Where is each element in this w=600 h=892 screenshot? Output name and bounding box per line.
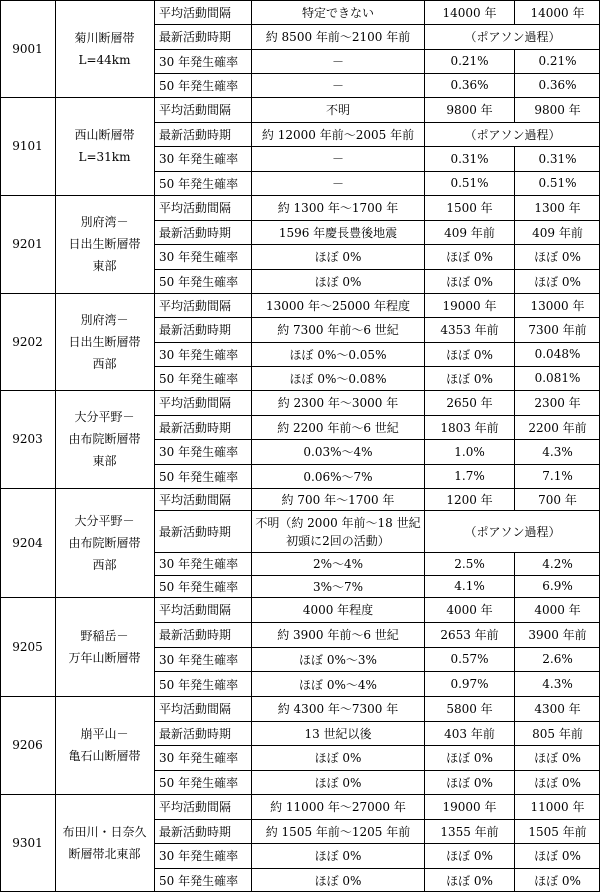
row-latest — [154, 220, 600, 245]
row-latest — [154, 510, 600, 552]
fault-id: 9201 — [0, 195, 56, 293]
fault-id: 9204 — [0, 488, 56, 597]
value-cell: ほぼ 0% — [252, 771, 425, 795]
value-cell: 0.21% — [425, 50, 515, 73]
value-cell: ほぼ 0% — [425, 771, 515, 795]
value-cell: 2.5% — [425, 553, 515, 574]
value-cell: ほぼ 0% — [425, 869, 515, 892]
value-line: 不明（約 2000 年前～18 世紀 — [255, 515, 421, 530]
item-label: 平均活動間隔 — [154, 488, 252, 510]
value-cell: 4000 年程度 — [252, 597, 425, 622]
value-cell: 特定できない — [252, 0, 425, 24]
row-prob-30 — [154, 843, 600, 868]
value-cell: 4.3% — [542, 444, 573, 459]
fault-name-line: 日出生断層帯 — [68, 237, 141, 251]
item-label: 30 年発生確率 — [154, 343, 252, 366]
item-label: 50 年発生確率 — [154, 672, 252, 696]
fault-group — [0, 0, 600, 97]
value-cell: － — [252, 50, 425, 73]
fault-id: 9101 — [0, 97, 56, 195]
value-cell: 409 年前 — [425, 221, 515, 245]
fault-name-line: 野稲岳－ — [80, 628, 129, 643]
value-cell: ほぼ 0% — [425, 746, 515, 770]
item-label: 平均活動間隔 — [154, 597, 252, 622]
row-interval — [154, 794, 600, 819]
fault-group — [0, 293, 600, 390]
item-label: 平均活動間隔 — [154, 97, 252, 122]
value-cell: 3%～7% — [252, 576, 425, 597]
row-interval — [154, 97, 600, 122]
value-cell: ほぼ 0% — [425, 367, 515, 390]
item-label: 30 年発生確率 — [154, 648, 252, 672]
value-cell: 1505 年前 — [528, 824, 587, 839]
value-cell: ほぼ 0%～0.08% — [252, 367, 425, 390]
value-cell: 2653 年前 — [425, 623, 515, 647]
value-cell: 0.06%～7% — [252, 465, 425, 489]
row-interval — [154, 195, 600, 220]
value-cell: ほぼ 0%～0.05% — [252, 343, 425, 366]
value-cell: 14000 年 — [530, 5, 585, 20]
fault-name — [55, 293, 155, 390]
value-cell: 13000 年 — [530, 298, 585, 313]
fault-name — [55, 794, 155, 892]
item-label: 平均活動間隔 — [154, 696, 252, 721]
fault-name-line: 東部 — [92, 259, 117, 273]
value-cell: 6.9% — [542, 579, 573, 594]
group-divider — [0, 97, 600, 98]
row-latest — [154, 415, 600, 440]
fault-name-line: 大分平野－ — [74, 513, 135, 528]
fault-name-line: 西部 — [92, 356, 117, 371]
fault-id: 9202 — [0, 293, 56, 390]
item-label: 50 年発生確率 — [154, 465, 252, 489]
value-cell: ほぼ 0% — [534, 250, 581, 265]
item-label: 30 年発生確率 — [154, 440, 252, 464]
value-cell: － — [252, 74, 425, 97]
value-cell: ほぼ 0% — [252, 746, 425, 770]
item-label: 50 年発生確率 — [154, 270, 252, 294]
fault-name-line: 日出生断層帯 — [68, 334, 141, 349]
row-prob-30 — [154, 439, 600, 464]
value-cell: 4.3% — [542, 677, 573, 692]
fault-id: 9301 — [0, 794, 56, 892]
value-cell: 約 2200 年前～6 世紀 — [252, 416, 425, 440]
group-divider — [0, 794, 600, 795]
value-cell: 2650 年 — [425, 390, 515, 415]
group-divider — [0, 293, 600, 294]
poisson-note: （ポアソン過程） — [464, 525, 561, 540]
value-cell: 約 7300 年前～6 世紀 — [252, 318, 425, 341]
value-cell: 1.0% — [425, 440, 515, 464]
fault-name-line: 崩平山－ — [80, 727, 129, 741]
item-label: 30 年発生確率 — [154, 746, 252, 770]
value-cell: ほぼ 0% — [534, 873, 581, 888]
row-prob-50 — [154, 366, 600, 390]
fault-group — [0, 195, 600, 293]
value-cell: 0.21% — [538, 54, 577, 69]
item-label: 平均活動間隔 — [154, 0, 252, 24]
item-label: 30 年発生確率 — [154, 553, 252, 574]
value-cell: ほぼ 0% — [425, 245, 515, 269]
item-label: 最新活動時期 — [154, 318, 252, 341]
row-prob-50 — [154, 770, 600, 795]
value-cell: 409 年前 — [532, 225, 583, 240]
value-cell: ほぼ 0% — [252, 245, 425, 269]
value-cell: ほぼ 0% — [425, 270, 515, 294]
row-prob-30 — [154, 745, 600, 770]
row-latest — [154, 819, 600, 844]
value-cell: 0.048% — [534, 347, 581, 362]
item-label: 平均活動間隔 — [154, 794, 252, 819]
value-cell: ほぼ 0% — [534, 775, 581, 790]
item-label: 最新活動時期 — [154, 722, 252, 746]
fault-name-line: L=31km — [78, 150, 131, 164]
row-prob-50 — [154, 868, 600, 892]
item-label: 30 年発生確率 — [154, 245, 252, 269]
row-prob-50 — [154, 671, 600, 696]
row-latest — [154, 622, 600, 647]
value-cell: 4353 年前 — [425, 318, 515, 341]
row-interval — [154, 293, 600, 317]
value-cell: 約 12000 年前～2005 年前 — [252, 123, 425, 147]
value-cell: 0.57% — [425, 648, 515, 672]
fault-group — [0, 488, 600, 597]
item-label: 最新活動時期 — [154, 623, 252, 647]
fault-name-line: 布田川・日奈久 — [62, 825, 147, 839]
value-cell: 4.2% — [542, 556, 573, 571]
value-cell: 9800 年 — [425, 97, 515, 122]
row-prob-50 — [154, 575, 600, 597]
value-cell: 0.31% — [538, 151, 577, 166]
poisson-note: （ポアソン過程） — [464, 127, 561, 142]
fault-name-line: 万年山断層帯 — [68, 650, 141, 665]
row-prob-30 — [154, 552, 600, 574]
value-line: 初頭に2回の活動） — [286, 533, 390, 548]
value-cell: 0.51% — [425, 172, 515, 196]
value-cell: 約 3900 年前～6 世紀 — [252, 623, 425, 647]
row-prob-30 — [154, 342, 600, 366]
value-cell: 約 2300 年～3000 年 — [252, 390, 425, 415]
value-cell: 不明 — [252, 97, 425, 122]
row-latest — [154, 317, 600, 341]
fault-group — [0, 97, 600, 195]
value-cell: 1.7% — [425, 465, 515, 489]
value-cell: ほぼ 0% — [534, 849, 581, 864]
item-label: 最新活動時期 — [154, 511, 252, 552]
value-cell: ほぼ 0% — [425, 844, 515, 868]
value-cell: 0.081% — [534, 371, 581, 386]
fault-name-line: 西部 — [92, 557, 117, 572]
value-cell: 7300 年前 — [528, 323, 587, 338]
value-cell: ほぼ 0% — [252, 869, 425, 892]
item-label: 50 年発生確率 — [154, 74, 252, 97]
item-label: 最新活動時期 — [154, 416, 252, 440]
value-cell: 14000 年 — [425, 0, 515, 24]
fault-name — [55, 0, 155, 97]
fault-name-line: 別府湾－ — [80, 215, 129, 229]
row-prob-50 — [154, 73, 600, 97]
value-cell: 1596 年慶長豊後地震 — [252, 221, 425, 245]
value-cell: 0.03%～4% — [252, 440, 425, 464]
value-cell: 約 4300 年～7300 年 — [252, 696, 425, 721]
row-prob-30 — [154, 49, 600, 73]
row-interval — [154, 696, 600, 721]
fault-name-line: 菊川断層帯 — [74, 30, 135, 45]
value-cell: 2%～4% — [252, 553, 425, 574]
fault-name — [55, 597, 155, 696]
value-cell: 3900 年前 — [528, 628, 587, 643]
value-cell: 1300 年 — [534, 200, 581, 215]
value-cell: 805 年前 — [532, 726, 583, 741]
item-label: 最新活動時期 — [154, 25, 252, 48]
value-cell: 11000 年 — [530, 799, 585, 814]
row-latest — [154, 721, 600, 746]
value-cell: 約 1505 年前～1205 年前 — [252, 820, 425, 844]
value-cell: 19000 年 — [425, 293, 515, 317]
item-label: 50 年発生確率 — [154, 771, 252, 795]
fault-id: 9203 — [0, 390, 56, 488]
value-cell: 13000 年～25000 年程度 — [252, 293, 425, 317]
group-divider — [0, 488, 600, 489]
value-cell: 1500 年 — [425, 195, 515, 220]
item-label: 50 年発生確率 — [154, 576, 252, 597]
value-cell: 9800 年 — [534, 102, 581, 117]
value-cell: 約 11000 年～27000 年 — [252, 794, 425, 819]
value-cell: 0.36% — [538, 78, 577, 93]
item-label: 30 年発生確率 — [154, 147, 252, 171]
value-cell: ほぼ 0% — [425, 343, 515, 366]
item-label: 30 年発生確率 — [154, 50, 252, 73]
row-prob-50 — [154, 171, 600, 196]
value-cell: ほぼ 0% — [534, 751, 581, 766]
item-label: 50 年発生確率 — [154, 367, 252, 390]
row-prob-30 — [154, 647, 600, 672]
value-cell: 1355 年前 — [425, 820, 515, 844]
value-cell: 2200 年前 — [528, 420, 587, 435]
item-label: 30 年発生確率 — [154, 844, 252, 868]
row-prob-50 — [154, 269, 600, 294]
row-interval — [154, 597, 600, 622]
fault-name-line: 別府湾－ — [80, 312, 129, 327]
value-cell: 4300 年 — [534, 701, 581, 716]
group-divider — [0, 696, 600, 697]
group-divider — [0, 390, 600, 391]
item-label: 50 年発生確率 — [154, 869, 252, 892]
fault-name-line: 西山断層帯 — [74, 128, 135, 142]
value-cell: 1200 年 — [425, 488, 515, 510]
fault-group — [0, 794, 600, 892]
value-cell: 7.1% — [542, 469, 573, 484]
value-cell: 0.36% — [425, 74, 515, 97]
value-cell: 19000 年 — [425, 794, 515, 819]
fault-name — [55, 195, 155, 293]
fault-id: 9001 — [0, 0, 56, 97]
value-cell: 4000 年 — [425, 597, 515, 622]
row-interval — [154, 488, 600, 510]
item-label: 最新活動時期 — [154, 820, 252, 844]
row-interval — [154, 390, 600, 415]
fault-id: 9206 — [0, 696, 56, 794]
fault-name-line: 断層帯北東部 — [68, 847, 141, 861]
value-cell: 5800 年 — [425, 696, 515, 721]
fault-group — [0, 390, 600, 488]
value-cell — [252, 511, 425, 552]
value-cell: 2300 年 — [534, 395, 581, 410]
row-latest — [154, 24, 600, 48]
value-cell: 4.1% — [425, 576, 515, 597]
poisson-note: （ポアソン過程） — [464, 30, 561, 45]
fault-name — [55, 97, 155, 195]
fault-name-line: 由布院断層帯 — [68, 432, 141, 446]
item-label: 平均活動間隔 — [154, 293, 252, 317]
fault-group — [0, 696, 600, 794]
value-cell: － — [252, 147, 425, 171]
value-cell: 1803 年前 — [425, 416, 515, 440]
value-cell: 0.31% — [425, 147, 515, 171]
item-label: 最新活動時期 — [154, 123, 252, 147]
fault-name-line: L=44km — [78, 52, 131, 67]
row-prob-30 — [154, 244, 600, 269]
fault-name-line: 亀石山断層帯 — [68, 749, 141, 763]
fault-name-line: 大分平野－ — [74, 410, 135, 424]
fault-name-line: 東部 — [92, 454, 117, 468]
fault-name — [55, 390, 155, 488]
value-cell: － — [252, 172, 425, 196]
value-cell: 約 1300 年～1700 年 — [252, 195, 425, 220]
value-cell: ほぼ 0% — [534, 274, 581, 289]
fault-id: 9205 — [0, 597, 56, 696]
row-latest — [154, 122, 600, 147]
value-cell: 403 年前 — [425, 722, 515, 746]
row-interval — [154, 0, 600, 24]
value-cell: ほぼ 0%～4% — [252, 672, 425, 696]
row-prob-30 — [154, 146, 600, 171]
value-cell: 0.97% — [425, 672, 515, 696]
fault-group — [0, 597, 600, 696]
value-cell: 約 700 年～1700 年 — [252, 488, 425, 510]
fault-name — [55, 696, 155, 794]
item-label: 平均活動間隔 — [154, 195, 252, 220]
value-cell: 4000 年 — [534, 602, 581, 617]
item-label: 50 年発生確率 — [154, 172, 252, 196]
value-cell: 0.51% — [538, 176, 577, 191]
fault-name-line: 由布院断層帯 — [68, 535, 141, 550]
value-cell: 約 8500 年前～2100 年前 — [252, 25, 425, 48]
value-cell: ほぼ 0%～3% — [252, 648, 425, 672]
row-prob-50 — [154, 464, 600, 489]
value-cell: 2.6% — [542, 652, 573, 667]
item-label: 最新活動時期 — [154, 221, 252, 245]
value-cell: ほぼ 0% — [252, 844, 425, 868]
value-cell: 13 世紀以後 — [252, 722, 425, 746]
group-divider — [0, 597, 600, 598]
group-divider — [0, 195, 600, 196]
value-cell: 700 年 — [538, 492, 577, 507]
fault-name — [55, 488, 155, 597]
item-label: 平均活動間隔 — [154, 390, 252, 415]
value-cell: ほぼ 0% — [252, 270, 425, 294]
